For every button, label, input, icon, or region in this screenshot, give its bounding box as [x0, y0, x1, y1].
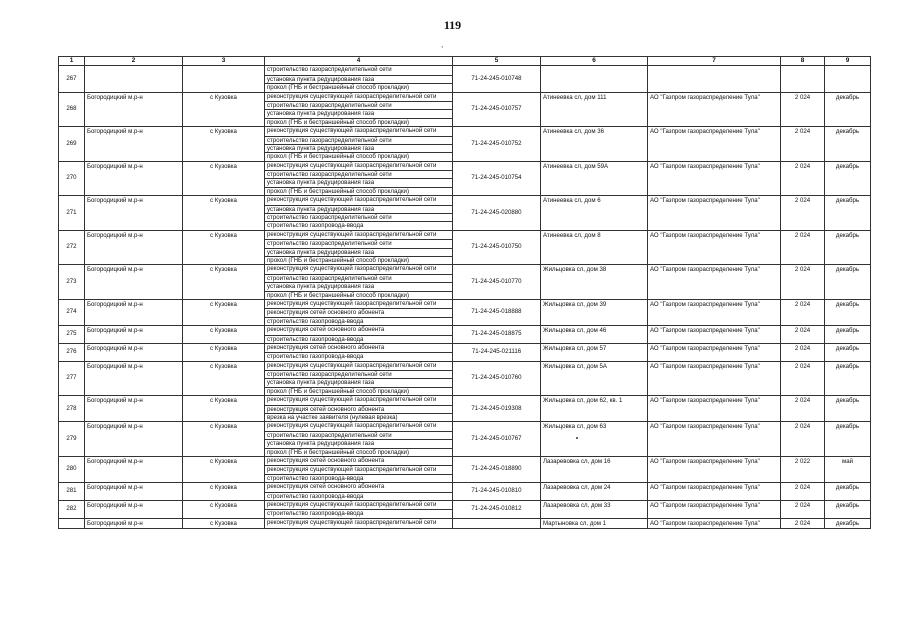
year-cell — [781, 66, 825, 92]
row-number — [59, 518, 85, 528]
work-item: строительство газопровода-ввода — [265, 509, 452, 517]
organization-cell: АО "Газпром газораспределение Тула" — [648, 483, 781, 501]
application-code-cell — [453, 518, 541, 528]
work-item: строительство газораспределительной сети — [265, 101, 452, 109]
work-item: прокол (ГНБ и бестраншейный способ прокладки) — [265, 291, 452, 299]
organization-cell: АО "Газпром газораспределение Тула" — [648, 127, 781, 162]
work-item: строительство газораспределительной сети — [265, 213, 452, 221]
row-number: 275 — [59, 326, 85, 344]
page-number: 119 — [443, 18, 462, 32]
district-cell: Богородицкий м.р-н — [85, 518, 183, 528]
organization-cell: АО "Газпром газораспределение Тула" — [648, 422, 781, 457]
month-cell: май — [825, 456, 871, 482]
application-code-cell: 71-24-245-010754 — [453, 161, 541, 196]
work-item: реконструкция сетей основного абонента — [267, 326, 385, 334]
address-cell: Лазаревовка сл, дом 16 — [541, 456, 648, 482]
work-item: строительство газораспределительной сети — [265, 274, 452, 282]
settlement-cell: с Кузовка — [183, 483, 265, 501]
month-cell: декабрь — [825, 299, 871, 325]
work-item: реконструкция существующей газораспределительной сети — [267, 161, 437, 169]
district-cell: Богородицкий м.р-н — [85, 230, 183, 265]
work-item: реконструкция сетей основного абонента — [267, 343, 385, 351]
settlement-cell: с Кузовка — [183, 326, 265, 344]
district-cell: Богородицкий м.р-н — [85, 396, 183, 422]
work-item: установка пункта редуцирования газа — [265, 75, 452, 83]
address-cell: Мартыновка сл, дом 1 — [541, 518, 648, 528]
year-cell: 2 024 — [781, 518, 825, 528]
work-item: прокол (ГНБ и бестраншейный способ прокладки) — [265, 256, 452, 264]
district-cell: Богородицкий м.р-н — [85, 299, 183, 325]
month-cell: декабрь — [825, 326, 871, 344]
district-cell: Богородицкий м.р-н — [85, 483, 183, 501]
works-cell — [265, 483, 453, 501]
column-number-row — [59, 57, 871, 66]
table-row — [59, 230, 871, 265]
works-cell — [265, 230, 453, 265]
application-code-cell: 71-24-245-010752 — [453, 127, 541, 162]
month-cell: декабрь — [825, 500, 871, 518]
row-number: 271 — [59, 196, 85, 231]
work-item: прокол (ГНБ и бестраншейный способ прокладки) — [265, 448, 452, 456]
table-row — [59, 265, 871, 300]
work-item: установка пункта редуцирования газа — [265, 144, 452, 152]
district-cell: Богородицкий м.р-н — [85, 196, 183, 231]
address-cell: Жильцовка сл, дом 39 — [541, 299, 648, 325]
work-item: установка пункта редуцирования газа — [265, 109, 452, 117]
row-number: 274 — [59, 299, 85, 325]
work-item: реконструкция существующей газораспределительной сети — [267, 396, 437, 404]
address-cell: Лазаревовка сл, дом 24 — [541, 483, 648, 501]
application-code-cell: 71-24-245-010770 — [453, 265, 541, 300]
month-cell — [825, 66, 871, 92]
address-cell: Атинеевка сл, дом 111 — [541, 92, 648, 127]
address-cell: Жильцовка сл, дом 62, кв. 1 — [541, 396, 648, 422]
work-item: реконструкция существующей газораспределительной сети — [267, 518, 437, 526]
organization-cell: АО "Газпром газораспределение Тула" — [648, 396, 781, 422]
district-cell: Богородицкий м.р-н — [85, 500, 183, 518]
column-header: 9 — [825, 57, 871, 66]
month-cell: декабрь — [825, 483, 871, 501]
table-row — [59, 92, 871, 127]
work-item: установка пункта редуцирования газа — [265, 248, 452, 256]
settlement-cell: с Кузовка — [183, 265, 265, 300]
row-number: 278 — [59, 396, 85, 422]
work-item: прокол (ГНБ и бестраншейный способ прокладки) — [265, 187, 452, 195]
table-row — [59, 161, 871, 196]
year-cell: 2 024 — [781, 127, 825, 162]
year-cell: 2 024 — [781, 396, 825, 422]
month-cell: декабрь — [825, 518, 871, 528]
organization-cell: АО "Газпром газораспределение Тула" — [648, 196, 781, 231]
row-number: 267 — [59, 66, 85, 92]
district-cell: Богородицкий м.р-н — [85, 161, 183, 196]
application-code-cell: 71-24-245-010812 — [453, 500, 541, 518]
year-cell: 2 024 — [781, 92, 825, 127]
work-item: прокол (ГНБ и бестраншейный способ прокладки) — [265, 118, 452, 126]
work-item: реконструкция сетей основного абонента — [265, 405, 452, 413]
works-cell — [265, 66, 453, 92]
district-cell: Богородицкий м.р-н — [85, 361, 183, 396]
table-row — [59, 196, 871, 231]
work-item: строительство газораспределительной сети — [265, 239, 452, 247]
works-cell — [265, 343, 453, 361]
settlement-cell: с Кузовка — [183, 500, 265, 518]
work-item: прокол (ГНБ и бестраншейный способ прокладки) — [265, 387, 452, 395]
column-header: 6 — [541, 57, 648, 66]
row-number: 272 — [59, 230, 85, 265]
address-cell: Атинеевка сл, дом 6 — [541, 196, 648, 231]
settlement-cell: с Кузовка — [183, 456, 265, 482]
works-cell — [265, 500, 453, 518]
column-header: 3 — [183, 57, 265, 66]
table-row — [59, 456, 871, 482]
application-code-cell: 71-24-245-021116 — [453, 343, 541, 361]
month-cell: декабрь — [825, 161, 871, 196]
works-cell — [265, 127, 453, 162]
year-cell: 2 024 — [781, 422, 825, 457]
address-cell — [541, 66, 648, 92]
district-cell: Богородицкий м.р-н — [85, 127, 183, 162]
district-cell: Богородицкий м.р-н — [85, 343, 183, 361]
row-number: 270 — [59, 161, 85, 196]
settlement-cell: с Кузовка — [183, 196, 265, 231]
application-code-cell: 71-24-245-018875 — [453, 326, 541, 344]
work-item: строительство газораспределительной сети — [265, 170, 452, 178]
works-cell — [265, 161, 453, 196]
row-number: 269 — [59, 127, 85, 162]
works-cell — [265, 196, 453, 231]
work-item: строительство газопровода-ввода — [265, 474, 452, 482]
organization-cell — [648, 66, 781, 92]
table-row — [59, 483, 871, 501]
organization-cell: АО "Газпром газораспределение Тула" — [648, 456, 781, 482]
work-item: строительство газораспределительной сети — [267, 66, 392, 74]
work-item: установка пункта редуцирования газа — [265, 205, 452, 213]
work-item: реконструкция существующей газораспределительной сети — [267, 361, 437, 369]
organization-cell: АО "Газпром газораспределение Тула" — [648, 361, 781, 396]
settlement-cell: с Кузовка — [183, 161, 265, 196]
year-cell: 2 024 — [781, 361, 825, 396]
table-row — [59, 361, 871, 396]
table-row — [59, 518, 871, 528]
table-row — [59, 326, 871, 344]
work-item: реконструкция существующей газораспределительной сети — [267, 230, 437, 238]
row-number: 277 — [59, 361, 85, 396]
stray-mark: , — [441, 40, 444, 49]
address-cell: Атинеевка сл, дом 8 — [541, 230, 648, 265]
work-item: строительство газораспределительной сети — [265, 136, 452, 144]
address-cell: Жильцовка сл, дом 57 — [541, 343, 648, 361]
month-cell: декабрь — [825, 422, 871, 457]
works-cell — [265, 361, 453, 396]
work-item: установка пункта редуцирования газа — [265, 178, 452, 186]
month-cell: декабрь — [825, 361, 871, 396]
settlement-cell — [183, 66, 265, 92]
month-cell: декабрь — [825, 343, 871, 361]
application-code-cell: 71-24-245-010760 — [453, 361, 541, 396]
column-header: 7 — [648, 57, 781, 66]
month-cell: декабрь — [825, 396, 871, 422]
settlement-cell: с Кузовка — [183, 361, 265, 396]
year-cell: 2 022 — [781, 456, 825, 482]
work-item: установка пункта редуцирования газа — [265, 378, 452, 386]
row-number: 279 — [59, 422, 85, 457]
organization-cell: АО "Газпром газораспределение Тула" — [648, 518, 781, 528]
organization-cell: АО "Газпром газораспределение Тула" — [648, 161, 781, 196]
works-cell — [265, 518, 453, 528]
address-cell: Атинеевка сл, дом 59А — [541, 161, 648, 196]
application-code-cell: 71-24-245-010748 — [453, 66, 541, 92]
settlement-cell: с Кузовка — [183, 92, 265, 127]
month-cell: декабрь — [825, 265, 871, 300]
work-item: установка пункта редуцирования газа — [265, 282, 452, 290]
application-code-cell: 71-24-245-020880 — [453, 196, 541, 231]
settlement-cell: с Кузовка — [183, 422, 265, 457]
work-item: реконструкция сетей основного абонента — [265, 308, 452, 316]
works-cell — [265, 422, 453, 457]
work-item: прокол (ГНБ и бестраншейный способ прокладки) — [265, 152, 452, 160]
work-item: строительство газопровода-ввода — [265, 352, 452, 360]
work-item: реконструкция сетей основного абонента — [267, 483, 385, 491]
year-cell: 2 024 — [781, 343, 825, 361]
address-cell: Атинеевка сл, дом 36 — [541, 127, 648, 162]
year-cell: 2 024 — [781, 161, 825, 196]
work-item: реконструкция существующей газораспределительной сети — [267, 500, 437, 508]
year-cell: 2 024 — [781, 230, 825, 265]
work-item: строительство газопровода-ввода — [265, 335, 452, 343]
organization-cell: АО "Газпром газораспределение Тула" — [648, 500, 781, 518]
row-number: 276 — [59, 343, 85, 361]
works-cell — [265, 396, 453, 422]
district-cell — [85, 66, 183, 92]
gas-works-register-table — [58, 56, 871, 529]
organization-cell: АО "Газпром газораспределение Тула" — [648, 92, 781, 127]
address-cell: Жильцовка сл, дом 38 — [541, 265, 648, 300]
application-code-cell: 71-24-245-010767 — [453, 422, 541, 457]
work-item: строительство газопровода-ввода — [265, 317, 452, 325]
work-item: реконструкция существующей газораспределительной сети — [267, 422, 437, 430]
address-cell: Жильцовка сл, дом 5А — [541, 361, 648, 396]
row-number: 281 — [59, 483, 85, 501]
application-code-cell: 71-24-245-010750 — [453, 230, 541, 265]
application-code-cell: 71-24-245-010757 — [453, 92, 541, 127]
address-cell: Лазаревовка сл, дом 33 — [541, 500, 648, 518]
settlement-cell: с Кузовка — [183, 230, 265, 265]
application-code-cell: 71-24-245-018888 — [453, 299, 541, 325]
work-item: строительство газораспределительной сети — [265, 431, 452, 439]
district-cell: Богородицкий м.р-н — [85, 456, 183, 482]
table-row — [59, 299, 871, 325]
work-item: врезка на участке заявителя (нулевая врезка) — [265, 413, 452, 421]
year-cell: 2 024 — [781, 500, 825, 518]
month-cell: декабрь — [825, 127, 871, 162]
table-row — [59, 66, 871, 92]
settlement-cell: с Кузовка — [183, 127, 265, 162]
settlement-cell: с Кузовка — [183, 396, 265, 422]
address-cell: Жильцовка сл, дом 46 — [541, 326, 648, 344]
work-item: реконструкция существующей газораспределительной сети — [265, 465, 452, 473]
column-header: 1 — [59, 57, 85, 66]
application-code-cell: 71-24-245-019308 — [453, 396, 541, 422]
application-code-cell: 71-24-245-010810 — [453, 483, 541, 501]
table-row — [59, 396, 871, 422]
district-cell: Богородицкий м.р-н — [85, 265, 183, 300]
year-cell: 2 024 — [781, 483, 825, 501]
organization-cell: АО "Газпром газораспределение Тула" — [648, 299, 781, 325]
address-cell: Жильцовка сл, дом 63 — [541, 422, 648, 457]
works-cell — [265, 326, 453, 344]
row-number: 282 — [59, 500, 85, 518]
work-item: строительство газопровода-ввода — [265, 221, 452, 229]
district-cell: Богородицкий м.р-н — [85, 92, 183, 127]
works-cell — [265, 456, 453, 482]
work-item: реконструкция существующей газораспределительной сети — [267, 196, 437, 204]
settlement-cell: с Кузовка — [183, 518, 265, 528]
column-header: 8 — [781, 57, 825, 66]
district-cell: Богородицкий м.р-н — [85, 422, 183, 457]
row-number: 268 — [59, 92, 85, 127]
work-item: прокол (ГНБ и бестраншейный способ прокладки) — [265, 83, 452, 91]
work-item: реконструкция сетей основного абонента — [267, 456, 385, 464]
work-item: реконструкция существующей газораспределительной сети — [267, 127, 437, 135]
year-cell: 2 024 — [781, 326, 825, 344]
works-cell — [265, 299, 453, 325]
table-row — [59, 422, 871, 457]
organization-cell: АО "Газпром газораспределение Тула" — [648, 326, 781, 344]
organization-cell: АО "Газпром газораспределение Тула" — [648, 343, 781, 361]
work-item: установка пункта редуцирования газа — [265, 439, 452, 447]
work-item: строительство газопровода-ввода — [265, 492, 452, 500]
district-cell: Богородицкий м.р-н — [85, 326, 183, 344]
row-number: 280 — [59, 456, 85, 482]
work-item: реконструкция существующей газораспределительной сети — [267, 299, 437, 307]
work-item: реконструкция существующей газораспределительной сети — [267, 92, 437, 100]
works-cell — [265, 92, 453, 127]
column-header: 4 — [265, 57, 453, 66]
year-cell: 2 024 — [781, 265, 825, 300]
organization-cell: АО "Газпром газораспределение Тула" — [648, 230, 781, 265]
settlement-cell: с Кузовка — [183, 299, 265, 325]
table-row — [59, 343, 871, 361]
column-header: 5 — [453, 57, 541, 66]
work-item: строительство газораспределительной сети — [265, 370, 452, 378]
table-row — [59, 127, 871, 162]
organization-cell: АО "Газпром газораспределение Тула" — [648, 265, 781, 300]
settlement-cell: с Кузовка — [183, 343, 265, 361]
table-row — [59, 500, 871, 518]
application-code-cell: 71-24-245-018890 — [453, 456, 541, 482]
month-cell: декабрь — [825, 196, 871, 231]
year-cell: 2 024 — [781, 196, 825, 231]
column-header: 2 — [85, 57, 183, 66]
work-item: реконструкция существующей газораспределительной сети — [267, 265, 437, 273]
year-cell: 2 024 — [781, 299, 825, 325]
month-cell: декабрь — [825, 92, 871, 127]
row-number: 273 — [59, 265, 85, 300]
month-cell: декабрь — [825, 230, 871, 265]
works-cell — [265, 265, 453, 300]
